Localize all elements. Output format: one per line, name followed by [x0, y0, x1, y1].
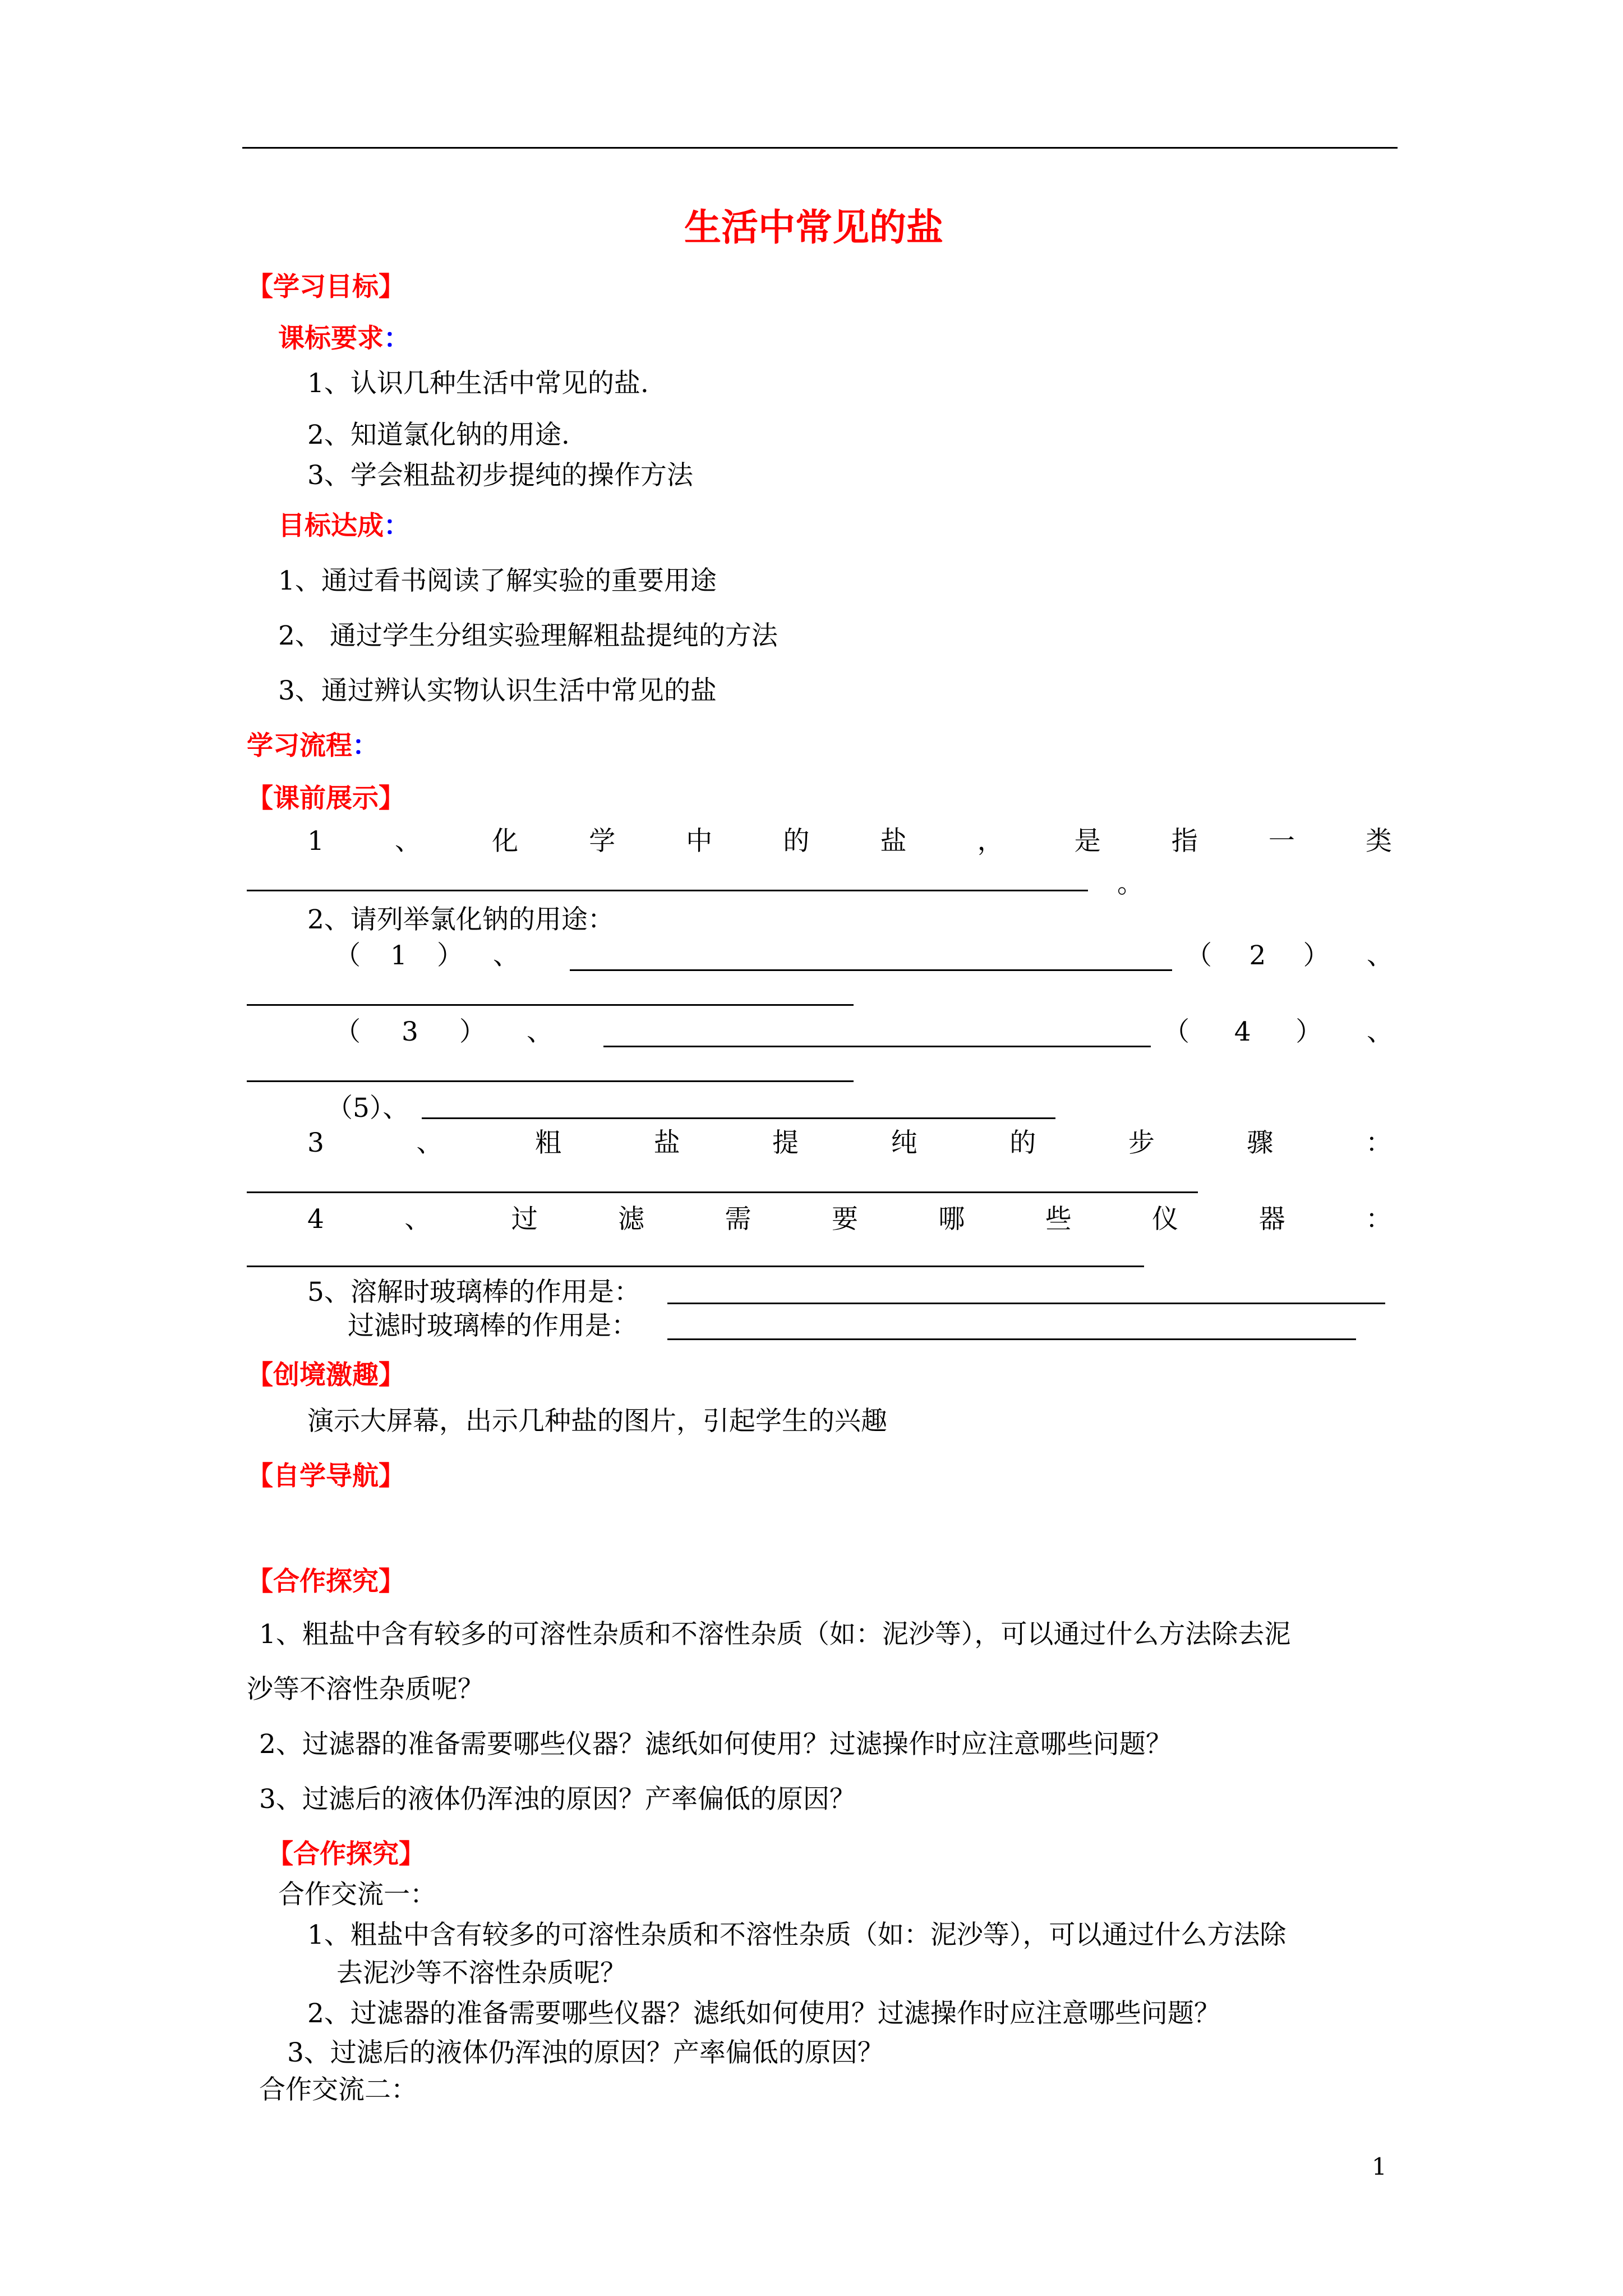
- answer-blank: [247, 1191, 1198, 1193]
- self-study-heading: 【自学导航】: [247, 1461, 405, 1492]
- exchange-2-label: 合作交流二：: [259, 2074, 417, 2105]
- scene-heading: 【创境激趣】: [247, 1360, 405, 1391]
- coop-question-2: 2、过滤器的准备需要哪些仪器？滤纸如何使用？过滤操作时应注意哪些问题？: [259, 1729, 1172, 1760]
- paren: （: [334, 1016, 361, 1047]
- q4-char: 需: [725, 1204, 751, 1235]
- q3-char: ：: [1365, 1128, 1392, 1158]
- coop2-heading: 【合作探究】: [267, 1839, 425, 1870]
- q1-char: 盐: [880, 826, 907, 857]
- q4-char: 滤: [618, 1204, 645, 1235]
- curriculum-item: 2、知道氯化钠的用途.: [307, 420, 570, 450]
- q4-char: 4: [307, 1204, 324, 1235]
- sep: 、: [527, 1016, 553, 1047]
- page-title: 生活中常见的盐: [684, 205, 943, 249]
- q4-char: 过: [511, 1204, 538, 1235]
- q2-item-1-label: [334, 942, 519, 969]
- goals-label-row: [278, 510, 410, 541]
- paren: ）: [436, 940, 463, 971]
- colon-mark: ：: [384, 510, 410, 541]
- answer-blank: [570, 969, 1172, 971]
- num: 2: [1249, 940, 1266, 971]
- q2-item-2-label: [1186, 942, 1393, 969]
- goals-item: 3、通过辨认实物认识生活中常见的盐: [278, 675, 717, 706]
- q1-char: 一: [1268, 826, 1295, 857]
- answer-blank: [603, 1046, 1151, 1047]
- coop-heading: 【合作探究】: [247, 1566, 405, 1597]
- q1-char: 化: [492, 826, 519, 857]
- q4-char: 些: [1045, 1204, 1072, 1235]
- q4-char: 器: [1258, 1204, 1285, 1235]
- coop-question-1-line1: 1、粗盐中含有较多的可溶性杂质和不溶性杂质（如：泥沙等），可以通过什么方法除去泥: [259, 1619, 1291, 1650]
- page-number: 1: [1372, 2153, 1387, 2180]
- exchange-1-q1-line2: 去泥沙等不溶性杂质呢？: [336, 1958, 626, 1989]
- coop-question-1-line2: 沙等不溶性杂质呢？: [247, 1674, 484, 1705]
- q3-char: 步: [1128, 1128, 1155, 1158]
- question-4-row: [307, 1204, 1392, 1235]
- q4-char: 、: [404, 1204, 431, 1235]
- sep: 、: [1366, 940, 1393, 971]
- curriculum-label-row: [278, 325, 410, 352]
- curriculum-label: 课标要求: [278, 323, 384, 354]
- objectives-heading: 【学习目标】: [247, 272, 405, 302]
- q4-char: 要: [831, 1204, 858, 1235]
- q1-char: 是: [1074, 826, 1101, 857]
- q3-char: 粗: [535, 1128, 562, 1158]
- q3-char: 骤: [1247, 1128, 1274, 1158]
- curriculum-item: 1、认识几种生活中常见的盐.: [307, 368, 649, 399]
- q2-item-5-label: （5）、: [326, 1093, 409, 1124]
- paren: （: [1186, 940, 1212, 971]
- q3-char: 的: [1009, 1128, 1036, 1158]
- q3-char: 、: [416, 1128, 443, 1158]
- q1-char: 、: [395, 826, 421, 857]
- paren: ）: [1295, 1016, 1322, 1047]
- q1-char: 学: [589, 826, 616, 857]
- q2-item-4-label: [1163, 1016, 1393, 1047]
- q3-char: 盐: [653, 1128, 680, 1158]
- q4-char: 仪: [1152, 1204, 1179, 1235]
- curriculum-item: 3、学会粗盐初步提纯的操作方法: [307, 460, 693, 491]
- process-label: 学习流程: [247, 730, 352, 761]
- scene-text: 演示大屏幕，出示几种盐的图片，引起学生的兴趣: [307, 1406, 887, 1437]
- answer-blank: [247, 1080, 854, 1082]
- answer-blank: [247, 890, 1088, 891]
- header-rule: [242, 147, 1398, 149]
- answer-blank: [422, 1117, 1055, 1119]
- q1-char: 的: [783, 826, 810, 857]
- question-5b: 过滤时玻璃棒的作用是：: [348, 1310, 638, 1341]
- answer-blank: [667, 1338, 1356, 1340]
- sep: 、: [493, 940, 519, 971]
- preview-heading: 【课前展示】: [247, 783, 405, 814]
- exchange-1-q2: 2、过滤器的准备需要哪些仪器？滤纸如何使用？过滤操作时应注意哪些问题？: [307, 1998, 1220, 2029]
- goals-item: 1、通过看书阅读了解实验的重要用途: [278, 565, 717, 596]
- q3-char: 纯: [891, 1128, 917, 1158]
- paren: ）: [1303, 940, 1330, 971]
- question-5a: 5、溶解时玻璃棒的作用是：: [307, 1277, 640, 1308]
- q1-end-mark: 。: [1117, 868, 1144, 899]
- exchange-1-q3: 3、过滤后的液体仍浑浊的原因？产率偏低的原因？: [287, 2037, 884, 2068]
- exchange-1-label: 合作交流一：: [278, 1879, 436, 1910]
- sep: 、: [1366, 1016, 1393, 1047]
- paren: ）: [459, 1016, 486, 1047]
- q3-char: 提: [772, 1128, 799, 1158]
- goals-label: 目标达成: [278, 510, 384, 541]
- q3-char: 3: [307, 1128, 324, 1158]
- answer-blank: [247, 1266, 1144, 1267]
- q1-char: 中: [686, 826, 713, 857]
- num: 1: [390, 940, 407, 971]
- num: 3: [402, 1016, 418, 1047]
- answer-blank: [247, 1004, 854, 1006]
- num: 4: [1234, 1016, 1251, 1047]
- colon-mark: ：: [352, 730, 379, 761]
- q2-item-3-label: [334, 1016, 553, 1047]
- process-label-row: [247, 730, 379, 761]
- paren: （: [334, 940, 361, 971]
- question-3-row: [307, 1130, 1392, 1156]
- question-2: 2、请列举氯化钠的用途：: [307, 904, 614, 935]
- question-1-row: [307, 826, 1392, 857]
- q1-char: 1: [307, 826, 324, 857]
- q1-char: 类: [1365, 826, 1392, 857]
- q1-char: 指: [1171, 826, 1198, 857]
- goals-item: 2、 通过学生分组实验理解粗盐提纯的方法: [278, 620, 778, 651]
- exchange-1-q1-line1: 1、粗盐中含有较多的可溶性杂质和不溶性杂质（如：泥沙等），可以通过什么方法除: [307, 1920, 1287, 1950]
- q4-char: ：: [1365, 1204, 1392, 1235]
- paren: （: [1163, 1016, 1189, 1047]
- coop-question-3: 3、过滤后的液体仍浑浊的原因？产率偏低的原因？: [259, 1784, 856, 1815]
- answer-blank: [667, 1303, 1385, 1304]
- q4-char: 哪: [938, 1204, 965, 1235]
- q1-char: ，: [977, 826, 1004, 857]
- colon-mark: ：: [384, 323, 410, 354]
